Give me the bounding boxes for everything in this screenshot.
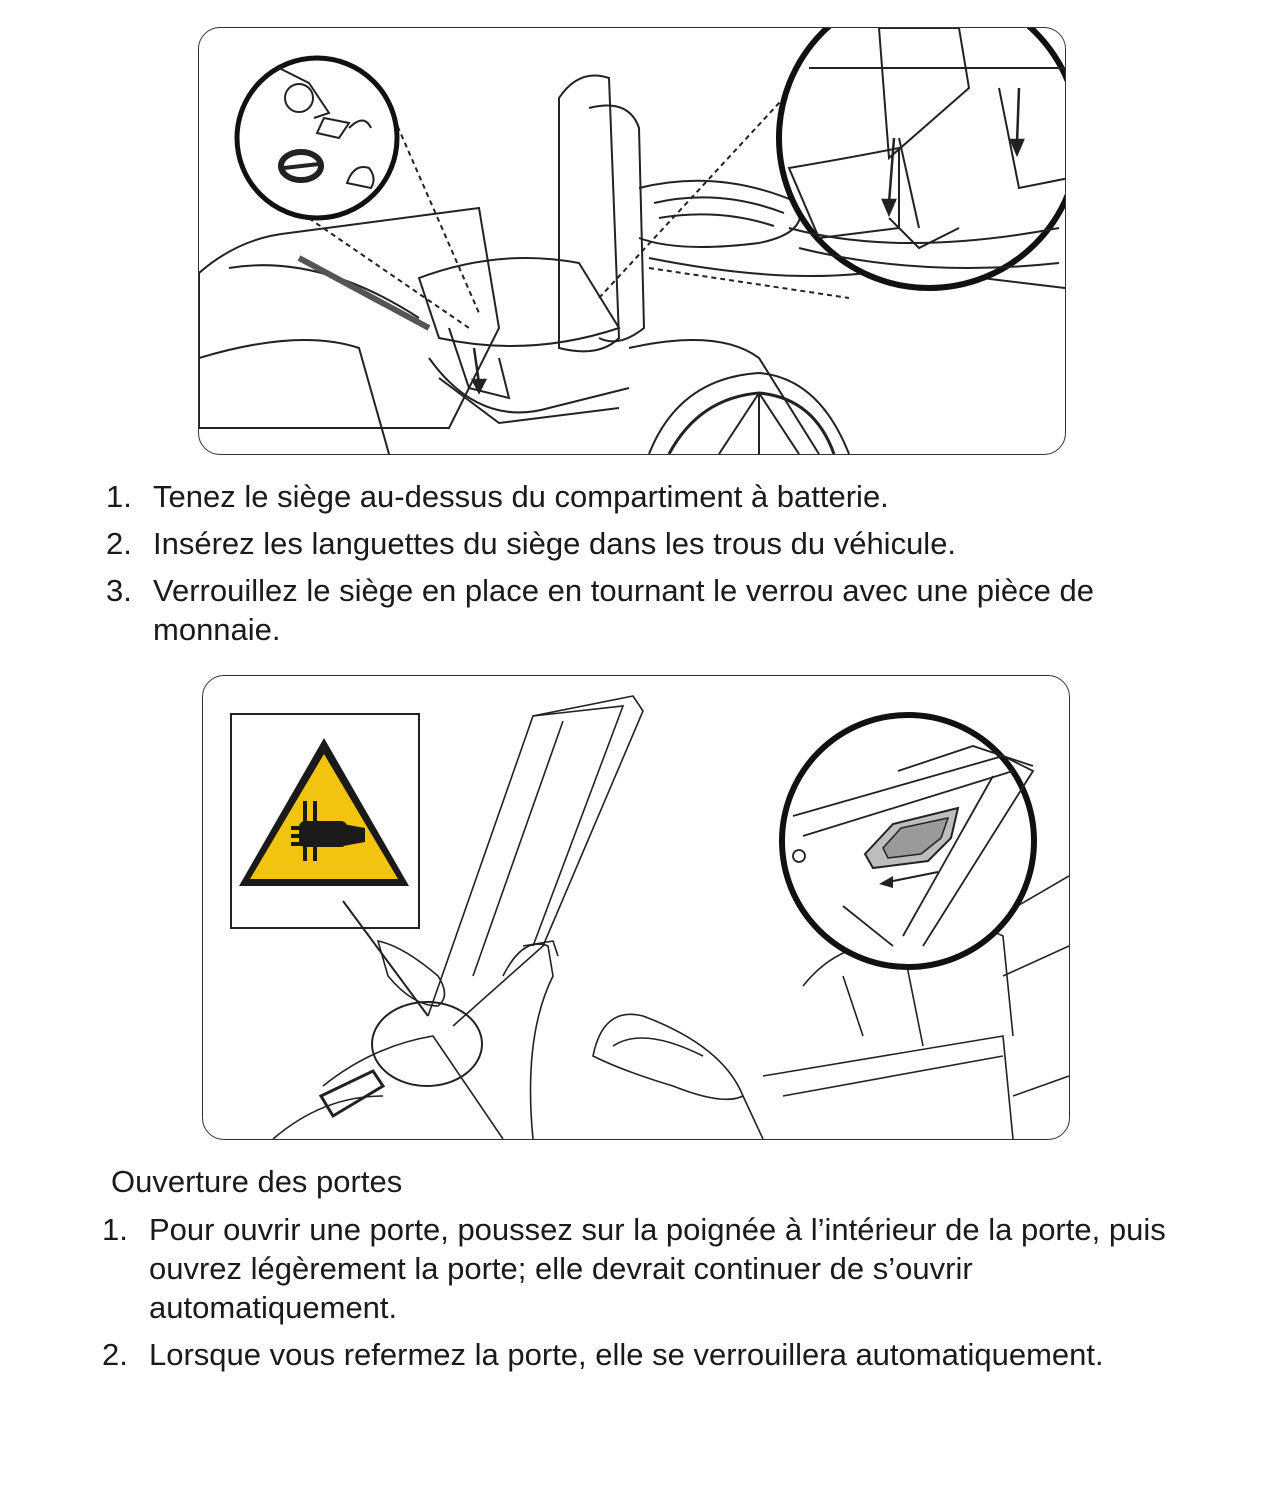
list-item: [106, 524, 1206, 563]
step-number: 1.: [106, 479, 132, 514]
list-item: [106, 571, 1206, 649]
seat-installation-steps: [106, 477, 1206, 657]
door-opening-illustration: [203, 676, 1069, 1139]
step-number: 2.: [106, 526, 132, 561]
step-number: 1.: [102, 1212, 128, 1247]
door-opening-figure: [202, 675, 1070, 1140]
seat-installation-illustration: [199, 28, 1065, 454]
step-text: Verrouillez le siège en place en tournant le verrou avec une pièce de monnaie.: [153, 573, 1094, 647]
list-item: [106, 477, 1206, 516]
step-number: 2.: [102, 1337, 128, 1372]
list-item: [102, 1210, 1222, 1327]
list-item: [102, 1335, 1222, 1374]
step-text: Pour ouvrir une porte, poussez sur la poignée à l’intérieur de la porte, puis ouvrez légèrement la porte; elle devrait continuer de s’ouvrir automatiquement.: [149, 1212, 1166, 1325]
step-number: 3.: [106, 573, 132, 608]
door-opening-steps: [102, 1210, 1222, 1382]
step-text: Insérez les languettes du siège dans les trous du véhicule.: [153, 526, 957, 561]
step-text: Tenez le siège au-dessus du compartiment à batterie.: [153, 479, 889, 514]
seat-installation-figure: [198, 27, 1066, 455]
step-text: Lorsque vous refermez la porte, elle se verrouillera automatiquement.: [149, 1337, 1104, 1372]
section-title: Ouverture des portes: [111, 1164, 403, 1199]
